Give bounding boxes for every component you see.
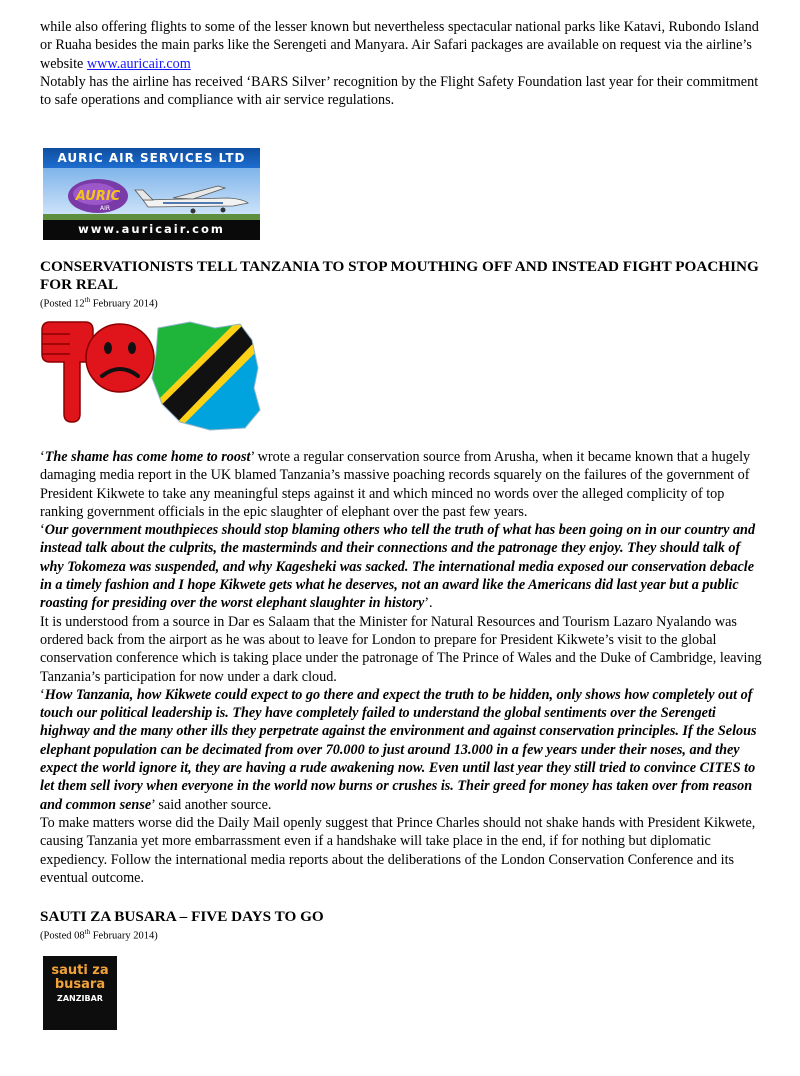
article-1-headline: CONSERVATIONISTS TELL TANZANIA TO STOP MOUTHING OFF AND INSTEAD FIGHT POACHING FOR REAL — [40, 258, 759, 293]
thumbs-down-sad-face-icon — [42, 322, 154, 422]
article-1-posted-date: (Posted 12th February 2014) — [40, 296, 158, 310]
article-2-posted-date: (Posted 08th February 2014) — [40, 928, 158, 942]
article-2-headline: SAUTI ZA BUSARA – FIVE DAYS TO GO — [40, 908, 324, 925]
auricair-link[interactable]: www.auricair.com — [86, 55, 191, 72]
sauti-za-busara-logo: sauti za busara ZANZIBAR — [43, 956, 117, 1030]
banner-title: AURIC AIR SERVICES LTD — [57, 151, 246, 165]
article-1-paragraph-2: ‘Our government mouthpieces should stop blaming others who tell the truth of what has been going on in our country and instead talk about the culprits, the masterminds and their connections and the patronage they enjoy. They should talk of why Tokomeza was suspended, and why Kagesheki was sacked. The international media exposed our conservation debacle in a timely fashion and I hope Kikwete gets what he deserves, not an award like the Americans did last year but a public roasting for presiding over the worst elephant slaughter in history’. — [40, 522, 756, 612]
article-1-paragraph-5: To make matters worse did the Daily Mail openly suggest that Prince Charles should not shake hands with President Kikwete, causing Tanzania yet more embarrassment even if a handshake will take place in the end, if for nothing but diplomatic expediency. Follow the international media reports about the deliberations of the London Conservation Conference and its eventual outcome. — [40, 814, 756, 886]
article-2-header — [40, 908, 765, 943]
article-1-paragraph-1: ‘The shame has come home to roost’ wrote a regular conservation source from Arusha, when it became known that a hugely damaging media report in the UK blamed Tanzania’s massive poaching records squarely on the failures of the government of President Kikwete to take any meaningful steps against it and which minced no words over the alleged complicity of top ranking government officials in the epic slaughter of elephant over the past few years. — [40, 449, 751, 520]
article-1-paragraph-3: It is understood from a source in Dar es Salaam that the Minister for Natural Resources and Tourism Lazaro Nyalando was ordered back from the airport as he was about to leave for London to prepare for President Kikwete’s visit to the global conservation conference which is taking place under the patronage of The Prince of Wales and the Duke of Cambridge, leaving Tanzania’s participation for now under a dark cloud. — [40, 613, 762, 685]
intro-paragraph: while also offering flights to some of the lesser known but nevertheless spectacular national parks like Katavi, Rubondo Island or Ruaha besides the main parks like the Serengeti and Manyara. Air Safari packages are available on request via the airline’s website www.auricair.com — [40, 19, 759, 72]
auric-air-banner — [43, 148, 260, 240]
banner-url: www.auricair.com — [78, 222, 225, 236]
svg-text:AIR: AIR — [99, 205, 111, 212]
tanzania-flag-map-icon — [140, 318, 270, 438]
article-1-paragraph-4: ‘How Tanzania, how Kikwete could expect to go there and expect the truth to be hidden, only shows how completely out of touch our political leadership is. They have completely failed to understand the global sentiments over the Serengeti highway and the many other ills they perpetrate against the environment and against conservation principles. If the Selous elephant population can be decimated from over 70.000 to just around 13.000 in a few years under their noses, and they expect the world ignore it, they are having a rude awakening now. Even until last year they still tried to convince CITES to let them sell ivory when everyone in the world now burns or crushes is. Their greed for money has taken over from reason and common sense’ said another source. — [40, 686, 757, 813]
article-1-header — [40, 258, 765, 311]
document-page — [40, 18, 765, 1003]
intro-paragraph-2: Notably has the airline has received ‘BARS Silver’ recognition by the Flight Safety Foundation last year for their commitment to safe operations and compliance with air service regulations. — [40, 73, 759, 109]
airplane-icon — [135, 186, 248, 214]
article-1-body — [40, 448, 765, 887]
auric-logo-text: AURIC — [75, 189, 121, 204]
article-1-illustration — [40, 318, 270, 438]
